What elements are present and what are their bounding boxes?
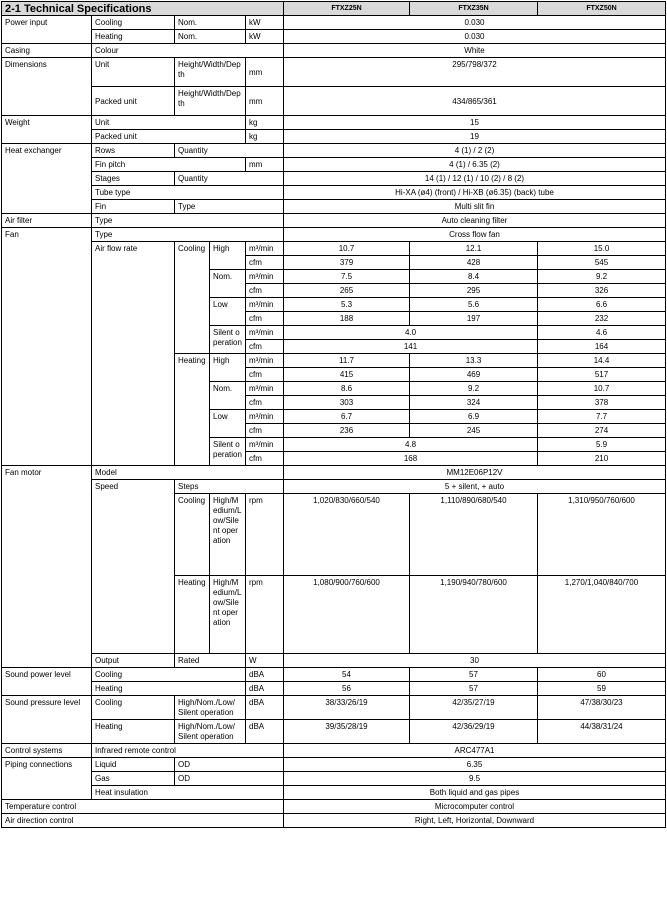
value-cell: White (284, 44, 666, 58)
value-cell: 60 (538, 668, 666, 682)
cell: Packed unit (92, 87, 175, 116)
value-cell: 5 + silent, + auto (284, 480, 666, 494)
unit-cell: kg (246, 116, 284, 130)
value-cell: 168 (284, 452, 538, 466)
value-cell: 274 (538, 424, 666, 438)
table-row (2, 242, 666, 256)
table-row (2, 87, 666, 116)
value-cell: 5.3 (284, 298, 410, 312)
section-title: 2-1 Technical Specifications (2, 2, 284, 16)
cell: Infrared remote control (92, 744, 284, 758)
value-cell: 295/798/372 (284, 58, 666, 87)
cell: Height/Width/Depth (175, 87, 246, 116)
value-cell: 9.5 (284, 772, 666, 786)
table-row (2, 144, 666, 158)
value-cell: 1,270/1,040/840/700 (538, 576, 666, 654)
value-cell: 1,080/900/760/600 (284, 576, 410, 654)
unit-cell: m³/min (246, 382, 284, 396)
cell: Heating (92, 30, 175, 44)
table-row (2, 466, 666, 480)
value-cell: 434/865/361 (284, 87, 666, 116)
cell: Steps (175, 480, 284, 494)
value-cell: 1,020/830/660/540 (284, 494, 410, 576)
value-cell: 6.35 (284, 758, 666, 772)
value-cell: 295 (410, 284, 538, 298)
value-cell: 265 (284, 284, 410, 298)
value-cell: MM12E06P12V (284, 466, 666, 480)
table-row (2, 772, 666, 786)
value-cell: 59 (538, 682, 666, 696)
value-cell: 378 (538, 396, 666, 410)
table-row (2, 186, 666, 200)
value-cell: 42/35/27/19 (410, 696, 538, 720)
row-header: Air filter (2, 214, 92, 228)
table-row (2, 200, 666, 214)
value-cell: 303 (284, 396, 410, 410)
cell: Fin (92, 200, 175, 214)
row-header: Temperature control (2, 800, 284, 814)
value-cell: 7.5 (284, 270, 410, 284)
value-cell: 8.4 (410, 270, 538, 284)
unit-cell: m³/min (246, 326, 284, 340)
model-header: FTXZ50N (538, 2, 666, 16)
cell: Unit (92, 58, 175, 87)
cell: Heat insulation (92, 786, 284, 800)
table-row (2, 800, 666, 814)
cell: Heating (92, 720, 175, 744)
value-cell: 47/38/30/23 (538, 696, 666, 720)
value-cell: 14 (1) / 12 (1) / 10 (2) / 8 (2) (284, 172, 666, 186)
cell: High/Nom./Low/ Silent operation (175, 696, 246, 720)
value-cell: 4.8 (284, 438, 538, 452)
cell: Cooling (175, 494, 210, 576)
cell: Height/Width/Depth (175, 58, 246, 87)
cell: Model (92, 466, 284, 480)
unit-cell: cfm (246, 368, 284, 382)
unit-cell: mm (246, 87, 284, 116)
row-header: Sound pressure level (2, 696, 92, 744)
row-header: Heat exchanger (2, 144, 92, 214)
value-cell: 245 (410, 424, 538, 438)
unit-cell: dBA (246, 682, 284, 696)
value-cell: 6.9 (410, 410, 538, 424)
cell: Fin pitch (92, 158, 246, 172)
table-row (2, 214, 666, 228)
value-cell: 469 (410, 368, 538, 382)
value-cell: 210 (538, 452, 666, 466)
value-cell: 197 (410, 312, 538, 326)
table-row (2, 744, 666, 758)
table-row (2, 682, 666, 696)
value-cell: 42/36/29/19 (410, 720, 538, 744)
cell: Stages (92, 172, 175, 186)
value-cell: 5.6 (410, 298, 538, 312)
value-cell: 15.0 (538, 242, 666, 256)
value-cell: 39/35/28/19 (284, 720, 410, 744)
table-row (2, 480, 666, 494)
value-cell: 6.6 (538, 298, 666, 312)
unit-cell: m³/min (246, 270, 284, 284)
row-header: Fan (2, 228, 92, 466)
cell: Low (210, 410, 246, 438)
value-cell: 15 (284, 116, 666, 130)
value-cell: 517 (538, 368, 666, 382)
cell: High/Medium/Low/Silent operation (210, 494, 246, 576)
value-cell: Hi-XA (ø4) (front) / Hi-XB (ø6.35) (back) tube (284, 186, 666, 200)
cell: Quantity (175, 144, 284, 158)
unit-cell: kW (246, 16, 284, 30)
row-header: Piping connections (2, 758, 92, 800)
row-header: Power input (2, 16, 92, 44)
value-cell: Multi slit fin (284, 200, 666, 214)
cell: Speed (92, 480, 175, 654)
table-row (2, 228, 666, 242)
table-row (2, 720, 666, 744)
value-cell: 38/33/26/19 (284, 696, 410, 720)
cell: Packed unit (92, 130, 246, 144)
value-cell: 326 (538, 284, 666, 298)
value-cell: 545 (538, 256, 666, 270)
table-row (2, 696, 666, 720)
cell: Nom. (210, 382, 246, 410)
value-cell: 4 (1) / 2 (2) (284, 144, 666, 158)
cell: Gas (92, 772, 175, 786)
cell: Type (92, 228, 284, 242)
value-cell: 14.4 (538, 354, 666, 368)
value-cell: 188 (284, 312, 410, 326)
row-header: Air direction control (2, 814, 284, 828)
cell: Cooling (175, 242, 210, 354)
cell: Heating (175, 576, 210, 654)
unit-cell: dBA (246, 720, 284, 744)
table-row (2, 814, 666, 828)
value-cell: 10.7 (284, 242, 410, 256)
cell: Quantity (175, 172, 284, 186)
unit-cell: cfm (246, 396, 284, 410)
header-row (2, 2, 666, 16)
value-cell: 236 (284, 424, 410, 438)
unit-cell: m³/min (246, 354, 284, 368)
value-cell: 415 (284, 368, 410, 382)
cell: Liquid (92, 758, 175, 772)
value-cell: 9.2 (410, 382, 538, 396)
cell: Cooling (92, 696, 175, 720)
model-header: FTXZ25N (284, 2, 410, 16)
cell: Rows (92, 144, 175, 158)
value-cell: 8.6 (284, 382, 410, 396)
unit-cell: cfm (246, 452, 284, 466)
table-row (2, 44, 666, 58)
unit-cell: dBA (246, 668, 284, 682)
value-cell: Right, Left, Horizontal, Downward (284, 814, 666, 828)
value-cell: 56 (284, 682, 410, 696)
cell: Unit (92, 116, 246, 130)
row-header: Casing (2, 44, 92, 58)
unit-cell: mm (246, 58, 284, 87)
value-cell: 57 (410, 682, 538, 696)
cell: Silent operation (210, 326, 246, 354)
cell: Tube type (92, 186, 284, 200)
row-header: Dimensions (2, 58, 92, 116)
table-row (2, 16, 666, 30)
unit-cell: cfm (246, 312, 284, 326)
unit-cell: dBA (246, 696, 284, 720)
value-cell: 1,310/950/760/600 (538, 494, 666, 576)
row-header: Fan motor (2, 466, 92, 668)
cell: Heating (175, 354, 210, 466)
value-cell: 30 (284, 654, 666, 668)
unit-cell: m³/min (246, 242, 284, 256)
table-row (2, 654, 666, 668)
row-header: Control systems (2, 744, 92, 758)
table-row (2, 58, 666, 87)
cell: Colour (92, 44, 284, 58)
value-cell: 11.7 (284, 354, 410, 368)
unit-cell: rpm (246, 576, 284, 654)
unit-cell: W (246, 654, 284, 668)
model-header: FTXZ35N (410, 2, 538, 16)
table-row (2, 786, 666, 800)
cell: Type (175, 200, 284, 214)
cell: Nom. (210, 270, 246, 298)
value-cell: ARC477A1 (284, 744, 666, 758)
cell: Heating (92, 682, 246, 696)
unit-cell: cfm (246, 256, 284, 270)
value-cell: 4 (1) / 6.35 (2) (284, 158, 666, 172)
cell: Nom. (175, 30, 246, 44)
unit-cell: m³/min (246, 298, 284, 312)
unit-cell: cfm (246, 424, 284, 438)
value-cell: 44/38/31/24 (538, 720, 666, 744)
value-cell: 9.2 (538, 270, 666, 284)
value-cell: 10.7 (538, 382, 666, 396)
value-cell: Both liquid and gas pipes (284, 786, 666, 800)
value-cell: 164 (538, 340, 666, 354)
table-row (2, 130, 666, 144)
technical-specifications-table (1, 1, 666, 828)
cell: Output (92, 654, 175, 668)
cell: Cooling (92, 668, 246, 682)
spec-sheet (1, 1, 666, 899)
value-cell: 6.7 (284, 410, 410, 424)
value-cell: Auto cleaning filter (284, 214, 666, 228)
value-cell: 7.7 (538, 410, 666, 424)
cell: OD (175, 772, 284, 786)
table-row (2, 158, 666, 172)
cell: Air flow rate (92, 242, 175, 466)
cell: High/Nom./Low/ Silent operation (175, 720, 246, 744)
unit-cell: m³/min (246, 438, 284, 452)
cell: Cooling (92, 16, 175, 30)
table-row (2, 668, 666, 682)
value-cell: 0.030 (284, 16, 666, 30)
cell: OD (175, 758, 284, 772)
row-header: Weight (2, 116, 92, 144)
unit-cell: kg (246, 130, 284, 144)
table-row (2, 116, 666, 130)
value-cell: Microcomputer control (284, 800, 666, 814)
cell: High/Medium/Low/Silent operation (210, 576, 246, 654)
value-cell: 19 (284, 130, 666, 144)
cell: Rated (175, 654, 246, 668)
cell: High (210, 354, 246, 382)
table-row (2, 758, 666, 772)
value-cell: 5.9 (538, 438, 666, 452)
value-cell: 324 (410, 396, 538, 410)
unit-cell: cfm (246, 340, 284, 354)
unit-cell: mm (246, 158, 284, 172)
value-cell: 54 (284, 668, 410, 682)
unit-cell: kW (246, 30, 284, 44)
cell: Nom. (175, 16, 246, 30)
value-cell: 232 (538, 312, 666, 326)
unit-cell: cfm (246, 284, 284, 298)
unit-cell: rpm (246, 494, 284, 576)
value-cell: 4.0 (284, 326, 538, 340)
cell: High (210, 242, 246, 270)
value-cell: 1,110/890/680/540 (410, 494, 538, 576)
unit-cell: m³/min (246, 410, 284, 424)
value-cell: Cross flow fan (284, 228, 666, 242)
value-cell: 379 (284, 256, 410, 270)
cell: Type (92, 214, 284, 228)
value-cell: 1,190/940/780/600 (410, 576, 538, 654)
table-row (2, 30, 666, 44)
table-row (2, 172, 666, 186)
value-cell: 4.6 (538, 326, 666, 340)
value-cell: 12.1 (410, 242, 538, 256)
value-cell: 0.030 (284, 30, 666, 44)
value-cell: 428 (410, 256, 538, 270)
row-header: Sound power level (2, 668, 92, 696)
value-cell: 141 (284, 340, 538, 354)
cell: Low (210, 298, 246, 326)
cell: Silent operation (210, 438, 246, 466)
value-cell: 13.3 (410, 354, 538, 368)
value-cell: 57 (410, 668, 538, 682)
